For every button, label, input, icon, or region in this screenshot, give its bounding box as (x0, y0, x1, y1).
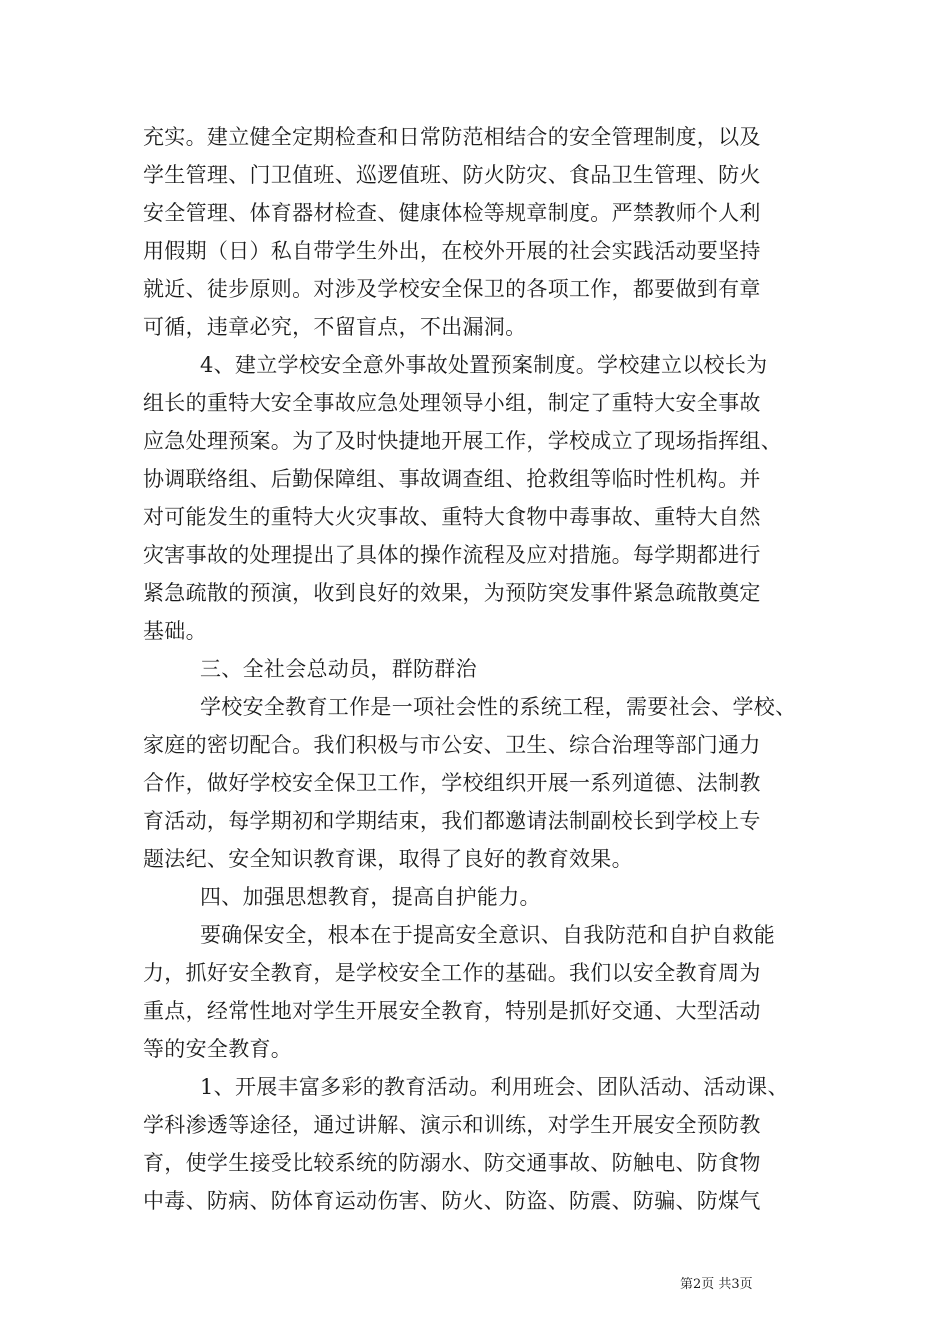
text-line: 安全管理、体育器材检查、健康体检等规章制度。严禁教师个人利 (143, 201, 761, 225)
text-line: 重点，经常性地对学生开展安全教育，特别是抓好交通、大型活动 (143, 999, 761, 1023)
text-line: 学生管理、门卫值班、巡逻值班、防火防灾、食品卫生管理、防火 (143, 163, 761, 187)
text-line: 对可能发生的重特大火灾事故、重特大食物中毒事故、重特大自然 (143, 505, 761, 529)
text-line: 灾害事故的处理提出了具体的操作流程及应对措施。每学期都进行 (143, 543, 761, 567)
text-line: 协调联络组、后勤保障组、事故调查组、抢救组等临时性机构。并 (143, 467, 761, 491)
text-line: 合作，做好学校安全保卫工作，学校组织开展一系列道德、法制教 (143, 771, 761, 795)
text-line: 紧急疏散的预演，收到良好的效果，为预防突发事件紧急疏散奠定 (143, 581, 761, 605)
text-line: 育，使学生接受比较系统的防溺水、防交通事故、防触电、防食物 (143, 1151, 761, 1175)
text-line: 应急处理预案。为了及时快捷地开展工作，学校成立了现场指挥组、 (143, 429, 782, 453)
text-line: 育活动，每学期初和学期结束，我们都邀请法制副校长到学校上专 (143, 809, 761, 833)
text-line: 可循，违章必究，不留盲点，不出漏洞。 (143, 315, 527, 339)
text-line: 用假期（日）私自带学生外出，在校外开展的社会实践活动要坚持 (143, 239, 761, 263)
section-heading: 四、加强思想教育，提高自护能力。 (200, 885, 541, 909)
text-line: 中毒、防病、防体育运动伤害、防火、防盗、防震、防骗、防煤气 (143, 1189, 761, 1213)
text-line: 基础。 (143, 619, 207, 643)
text-line: 学科渗透等途径，通过讲解、演示和训练，对学生开展安全预防教 (143, 1113, 761, 1137)
text-line: 就近、徒步原则。对涉及学校安全保卫的各项工作，都要做到有章 (143, 277, 761, 301)
text-line: 充实。建立健全定期检查和日常防范相结合的安全管理制度，以及 (143, 125, 761, 149)
text-line: 题法纪、安全知识教育课，取得了良好的教育效果。 (143, 847, 633, 871)
paragraph-first-line: 4、建立学校安全意外事故处置预案制度。学校建立以校长为 (200, 353, 768, 377)
paragraph-first-line: 要确保安全，根本在于提高安全意识、自我防范和自护自救能 (200, 923, 776, 947)
text-line: 等的安全教育。 (143, 1037, 293, 1061)
text-line: 家庭的密切配合。我们积极与市公安、卫生、综合治理等部门通力 (143, 733, 761, 757)
text-line: 组长的重特大安全事故应急处理领导小组，制定了重特大安全事故 (143, 391, 761, 415)
text-line: 力，抓好安全教育，是学校安全工作的基础。我们以安全教育周为 (143, 961, 761, 985)
page-number-footer: 第2页 共3页 (680, 1277, 753, 1292)
paragraph-first-line: 学校安全教育工作是一项社会性的系统工程，需要社会、学校、 (200, 695, 797, 719)
paragraph-first-line: 1、开展丰富多彩的教育活动。利用班会、团队活动、活动课、 (200, 1075, 789, 1099)
section-heading: 三、全社会总动员，群防群治 (200, 657, 477, 681)
